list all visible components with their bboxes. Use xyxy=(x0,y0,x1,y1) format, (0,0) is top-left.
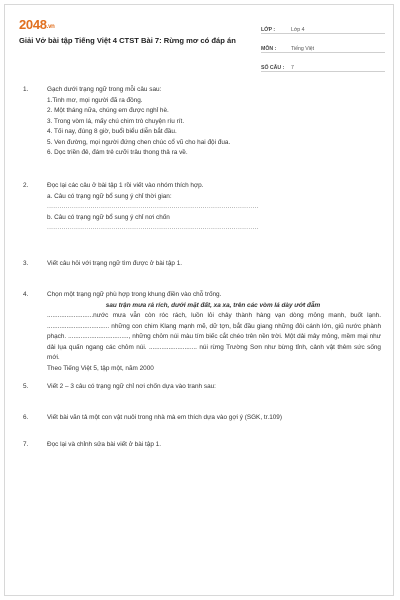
header xyxy=(19,17,381,71)
answer-line[interactable]: ...................................................................................................... xyxy=(47,203,259,210)
list-item: 4. Tối nay, đúng 8 giờ, buổi biểu diễn bắt đầu. xyxy=(47,128,177,135)
question-2: 2. Đọc lại các câu ở bài tập 1 rồi viết vào nhóm thích hợp. a. Câu có trạng ngữ bổ sung ý chỉ thời gian: ...................................................................................................... b. Câu có trạng ngữ bổ sung ý chỉ nơi chốn ...................................................................................................... xyxy=(19,181,381,259)
passage: ..........................nước mưa vẫn còn róc rách, luồn lỏi chảy thành hàng vạn dòng mỏng manh, buốt lạnh. ................................... những con chim Klang mạnh mẽ, dữ tợn, bắt đầu giang những đôi cánh lớn, giũ nước phành phạch. .................................., những chỏm núi màu tím biếc cắt chéo trên nền trời. Một dải mây mỏng, mềm mại như dải lụa quấn ngang các chỏm núi. ........................... núi rừng Trường Sơn như bừng tỉnh, cảnh vật thêm sức sống mới. xyxy=(47,312,381,361)
page-title: Giải Vở bài tập Tiếng Việt 4 CTST Bài 7: Rừng mơ có đáp án xyxy=(19,36,236,45)
question-5: 5. Viết 2 – 3 câu có trạng ngữ chỉ nơi chốn dựa vào tranh sau: xyxy=(23,383,216,390)
exercise-content xyxy=(19,85,381,451)
logo: 2048.vn xyxy=(19,17,55,32)
list-item: 1.Tinh mơ, mọi người đã ra đồng. xyxy=(47,96,143,104)
option-box: sau trận mưa rả rích, dưới mặt đất, xa xa, trên các vòm lá dày ướt đẫm xyxy=(105,301,321,309)
meta-info xyxy=(261,21,385,78)
question-7: 7. Đọc lại và chỉnh sửa bài viết ở bài tập 1. xyxy=(23,441,161,448)
question-4: 4. Chọn một trạng ngữ phù hợp trong khung điền vào chỗ trống. sau trận mưa rả rích, dưới mặt đất, xa xa, trên các vòm lá dày ướt đẫm ..........................nước mưa vẫn còn róc rách, luồn lỏi chảy thành hàng vạn dòng mỏng manh, buốt lạnh. ................................... những con chim Klang mạnh mẽ, dữ tợn, bắt đầu giang những đôi cánh lớn, giũ nước phành phạch. .................................., những chỏm núi màu tím biếc cắt chéo trên nền trời. Một dải mây mỏng, mềm mại như dải lụa quấn ngang các chỏm núi. ........................... núi rừng Trường Sơn như bừng tỉnh, cảnh vật thêm sức sống mới. Theo Tiếng Việt 5, tập một, năm 2000 xyxy=(19,290,381,382)
list-item: 5. Ven đường, mọi người đứng chen chúc cổ vũ cho hai đội đua. xyxy=(47,138,231,146)
question-3: 3. Viết câu hỏi với trạng ngữ tìm được ở bài tập 1. xyxy=(23,260,183,267)
document-page xyxy=(4,4,394,596)
list-item: 3. Trong vòm lá, mấy chú chim trò chuyện ríu rít. xyxy=(47,117,185,125)
meta-question-count: SỐ CÂU : 7 xyxy=(261,59,385,72)
question-1: 1. Gạch dưới trạng ngữ trong mỗi câu sau: 1.Tinh mơ, mọi người đã ra đồng. 2. Một tháng nữa, chúng em được nghỉ hè. 3. Trong vòm lá, mấy chú chim trò chuyện ríu rít. 4. Tối nay, đúng 8 giờ, buổi biểu diễn bắt đầu. 5. Ven đường, mọi người đứng chen chúc cổ vũ cho hai đội đua. 6. Dọc triền đê, đám trẻ cưỡi trâu thong thả ra về. xyxy=(19,85,381,181)
list-item: 6. Dọc triền đê, đám trẻ cưỡi trâu thong thả ra về. xyxy=(47,149,188,156)
list-item: 2. Một tháng nữa, chúng em được nghỉ hè. xyxy=(47,107,169,114)
passage-source: Theo Tiếng Việt 5, tập một, năm 2000 xyxy=(47,364,154,372)
meta-grade: LỚP : Lớp 4 xyxy=(261,21,385,34)
answer-line[interactable]: ...................................................................................................... xyxy=(47,224,259,231)
meta-subject: MÔN : Tiếng Việt xyxy=(261,40,385,53)
question-6: 6. Viết bài văn tả một con vật nuôi trong nhà mà em thích dựa vào gợi ý (SGK, tr.109) xyxy=(23,414,282,421)
